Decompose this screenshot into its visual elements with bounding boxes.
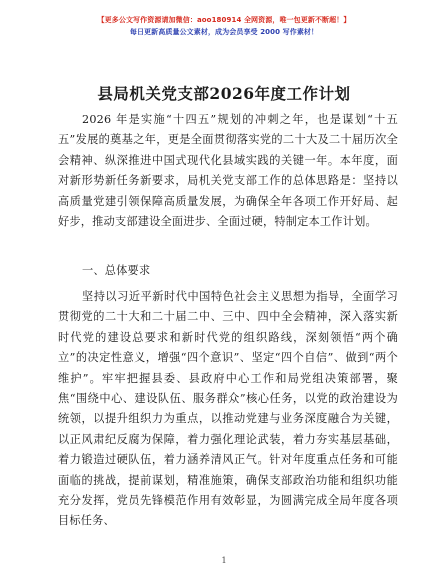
document-title: 县局机关党支部2026年度工作计划 xyxy=(97,84,351,103)
promo-banner-line-2: 每日更新高质量公文素材，成为会员享受 2000 写作素材！ xyxy=(129,28,319,36)
page-number: 1 xyxy=(221,556,227,565)
intro-paragraph: 2026 年是实施“十四五”规划的冲刺之年，也是谋划“十五五”发展的奠基之年，更是全面贯彻落实党的二十大及二十届历次全会精神、纵深推进中国式现代化县域实践的关键一年。本年度，面对新形势新任务新要求，局机关党支部工作的总体思路是：坚持以高质量党建引领保障高质量发展，为确保全年各项工作开好局、起好步，推动支部建设全面进步、全面过硬，特制定本工作计划。 xyxy=(58,113,398,229)
requirements-paragraph: 坚持以习近平新时代中国特色社会主义思想为指导，全面学习贯彻党的二十大和二十届二中、三中、四中全会精神，深入落实新时代党的建设总要求和新时代党的组织路线，深刻领悟“两个确立”的决定性意义，增强“四个意识”、坚定“四个自信”、做到“两个维护”。牢牢把握县委、县政府中心工作和局党组决策部署，聚焦“围绕中心、建设队伍、服务群众”核心任务，以党的政治建设为统领，以提升组织力为重点，以推动党建与业务深度融合为关键，以正风肃纪反腐为保障，着力强化理论武装，着力夯实基层基础，着力锻造过硬队伍，着力涵养清风正气。针对年度重点任务和可能面临的挑战，提前谋划，精准施策，确保支部政治功能和组织功能充分发挥，党员先锋模范作用有效彰显，为圆满完成全局年度各项目标任务、 xyxy=(58,290,398,528)
section-heading: 一、总体要求 xyxy=(82,264,151,277)
promo-banner-line-1: 【更多公文写作资源请加微信：aoo180914 全网资源，唯一包更新不断超！】 xyxy=(97,16,351,24)
